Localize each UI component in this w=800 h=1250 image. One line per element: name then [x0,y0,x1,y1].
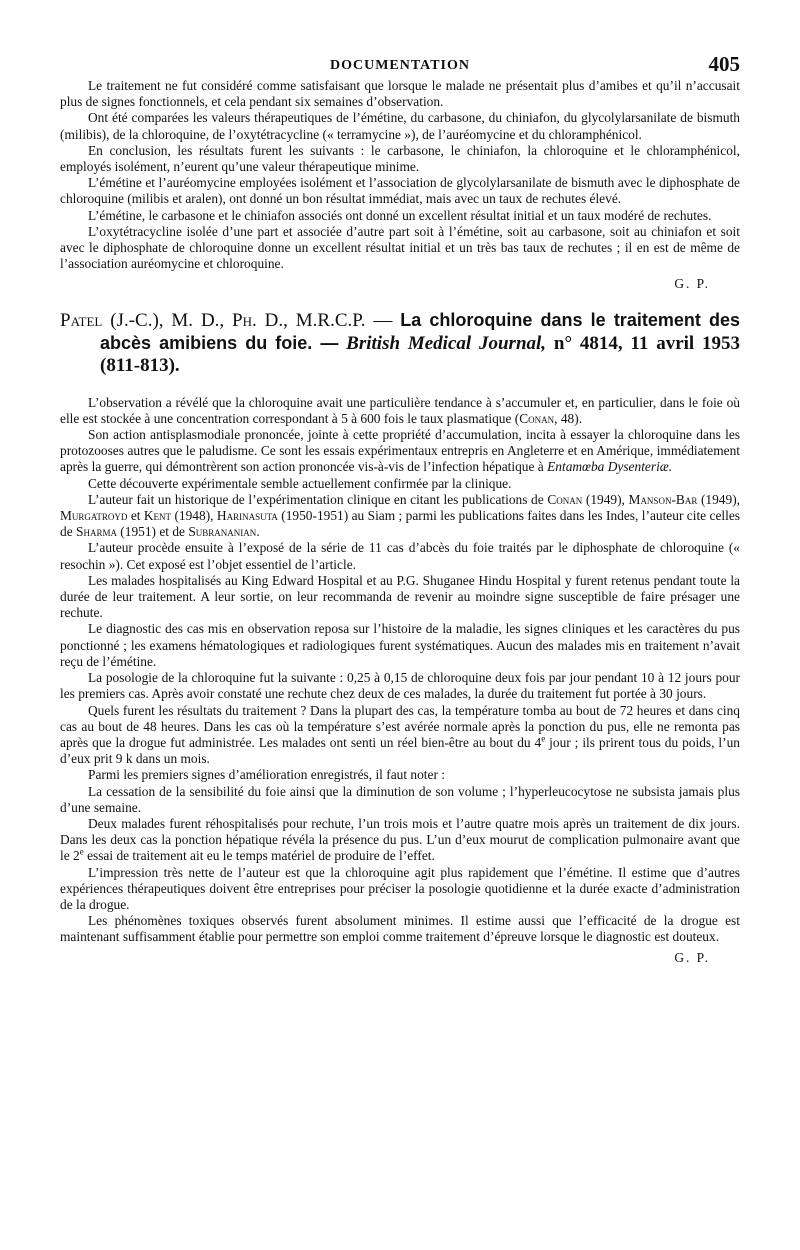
text: (1950-1951) au Siam ; parmi les publications faites dans les Indes, l’auteur cite celles de [60,508,741,540]
signature: G. P. [674,949,710,965]
paragraph: L’impression très nette de l’auteur est que la chloroquine agit plus rapidement que l’émétine. Il estime que d’autres expériences thérapeutiques doivent être entreprises pour préciser la posologie quotidienne et la durée exacte d’administration de la drogue. [60,864,740,912]
paragraph [60,816,740,865]
text: L’auteur fait un historique de l’expérimentation clinique en citant les publications de [88,491,548,507]
cited-author: Sharma [76,524,117,540]
paragraph: Les malades hospitalisés au King Edward Hospital et au P.G. Shuganee Hindu Hospital y furent retenus pendant toute la durée de leur traitement. A leur sortie, on leur recommanda de revenir au moindre signe susceptible de faire présager une rechute. [60,572,740,621]
paragraph: Le traitement ne fut considéré comme satisfaisant que lorsque le malade ne présentait plus d’amibes et qu’il n’accusait plus de signes fonctionnels, et cela pendant six semaines d’observation. [60,78,740,110]
paragraph [60,427,740,476]
review-journal: British Medical Journal, [346,332,547,354]
cited-author: Kent [143,508,172,524]
cited-author: Subrananian [188,524,257,540]
text: et [127,508,144,524]
running-header [60,52,740,78]
text: essai de traitement ait eu le temps matériel de produire de l’effet. [83,848,435,864]
paragraph: Les phénomènes toxiques observés furent absolument minimes. Il estime aussi que l’efficacité de la drogue est maintenant suffisamment établie pour permettre son emploi comme traitement d’épreuve lorsque le diagnostic est douteux. [60,913,740,945]
paragraph [60,395,740,427]
text: (1951) et de [116,524,189,540]
cited-author: Conan [519,410,555,426]
paragraph [60,703,740,768]
paragraph: L’oxytétracycline isolée d’une part et associée d’autre part soit à l’émétine, soit au carbasone, soit au chiniafon et soit avec le diphosphate de chloroquine donne un excellent résultat initial et un très bas taux de rechutes ; il en est de même de l’association auréomycine et chloroquine. [60,223,740,272]
text: Deux malades furent réhospitalisés pour rechute, l’un trois mois et l’autre quatre mois après un traitement de dix jours. Dans les deux cas la ponction hépatique révéla la présence du pus. L’un d’eux mourut de complication pulmonaire avant que le 2 [60,815,740,864]
paragraph: Ont été comparées les valeurs thérapeutiques de l’émétine, du carbasone, du chiniafon, du glycolylarsanilate de bismuth (milibis), de la chloroquine, de l’oxytétracycline (« terramycine »), de l’auréomycine et du chloramphénicol. [60,110,740,142]
superscript: e [79,846,84,857]
text: Son action antisplasmodiale prononcée, jointe à cette propriété d’accumulation, incita à essayer la chloroquine dans les protozooses autres que le paludisme. Ce sont les essais expérimentaux entrepris en Angleterre et en Amérique, immédiatement après la guerre, qui démontrèrent son action prononcée vis-à-vis de l’infection hépatique à [60,427,740,475]
text: Quels furent les résultats du traitement ? Dans la plupart des cas, la température tomba au bout de 72 heures et dans cinq cas au bout de 48 heures. Dans les cas où la température s’est avérée normale après la ponction du pus, elle ne remonta pas après que la drogue fut administrée. Les malades ont senti un réel bien-être au bout du 4 [60,702,740,750]
paragraph: L’auteur procède ensuite à l’exposé de la série de 11 cas d’abcès du foie traités par le diphosphate de chloroquine (« resochin »). Cet exposé est l’objet essentiel de l’article. [60,540,740,572]
paragraph: Parmi les premiers signes d’amélioration enregistrés, il faut noter : [88,767,445,783]
cited-author: Manson-Bar [628,491,698,507]
paragraph: La cessation de la sensibilité du foie ainsi que la diminution de son volume ; l’hyperleucocytose ne subsista jamais plus d’une semaine. [60,783,740,815]
page-number: 405 [708,52,740,76]
review-2 [60,395,740,966]
text: L’observation a révélé que la chloroquine avait une particulière tendance à s’accumuler et, en particulier, dans le foie où elle est stockée à une concentration correspondant à 5 à 600 fois le taux plasmatique ( [60,394,740,426]
review-author: Patel (J.-C.), M. D., Ph. D., M.R.C.P. — [60,309,393,331]
review-heading [60,309,740,377]
cited-author: Conan [547,491,583,507]
paragraph [60,492,740,541]
paragraph: L’émétine et l’auréomycine employées isolément et l’association de glycolylarsanilate de bismuth avec le diphosphate de chloroquine (milibis et aralen), ont donné un bon résultat immédiat, mais avec un taux de rechutes élevé. [60,175,740,207]
text: , 48). [554,410,583,426]
text: (1949), [582,491,629,507]
text: (1949), [697,491,741,507]
text: jour ; ils prirent tous du poids, l’un d’eux prit 9 k dans un mois. [60,734,740,767]
paragraph: L’émétine, le carbasone et le chiniafon associés ont donné un excellent résultat initial et un taux modéré de rechutes. [88,207,712,223]
review-title: La chloroquine dans le traitement des abcès amibiens du foie. — [100,309,740,353]
cited-author: Murgatroyd [60,508,128,524]
review-issue: n° 4814, 11 avril 1953 (811-813). [100,332,741,376]
paragraph: Cette découverte expérimentale semble actuellement confirmée par la clinique. [88,475,512,491]
running-title: DOCUMENTATION [329,58,471,73]
text: (1948), [171,508,217,524]
cited-author: Harinasuta [216,508,278,524]
superscript: e [541,733,546,744]
document-page [60,52,740,966]
species-name: Entamœba Dysenteriæ. [547,459,673,475]
paragraph: Le diagnostic des cas mis en observation reposa sur l’histoire de la maladie, les signes cliniques et les caractères du pus ponctionné ; les examens hématologiques et radiologiques furent systématiques. Aucun des malades mis en traitement n’avait reçu de l’émétine. [60,621,740,669]
text: . [256,524,260,540]
signature: G. P. [674,276,710,292]
paragraph: La posologie de la chloroquine fut la suivante : 0,25 à 0,15 de chloroquine deux fois par jour pendant 10 à 12 jours pour les premiers cas. Après avoir constaté une rechute chez deux de ces malades, la durée du traitement fut portée à 30 jours. [60,670,740,702]
review-1 [60,78,740,293]
paragraph: En conclusion, les résultats furent les suivants : le carbasone, le chiniafon, la chloroquine et le chloramphénicol, employés isolément, n’eurent qu’une valeur thérapeutique minime. [60,142,740,175]
